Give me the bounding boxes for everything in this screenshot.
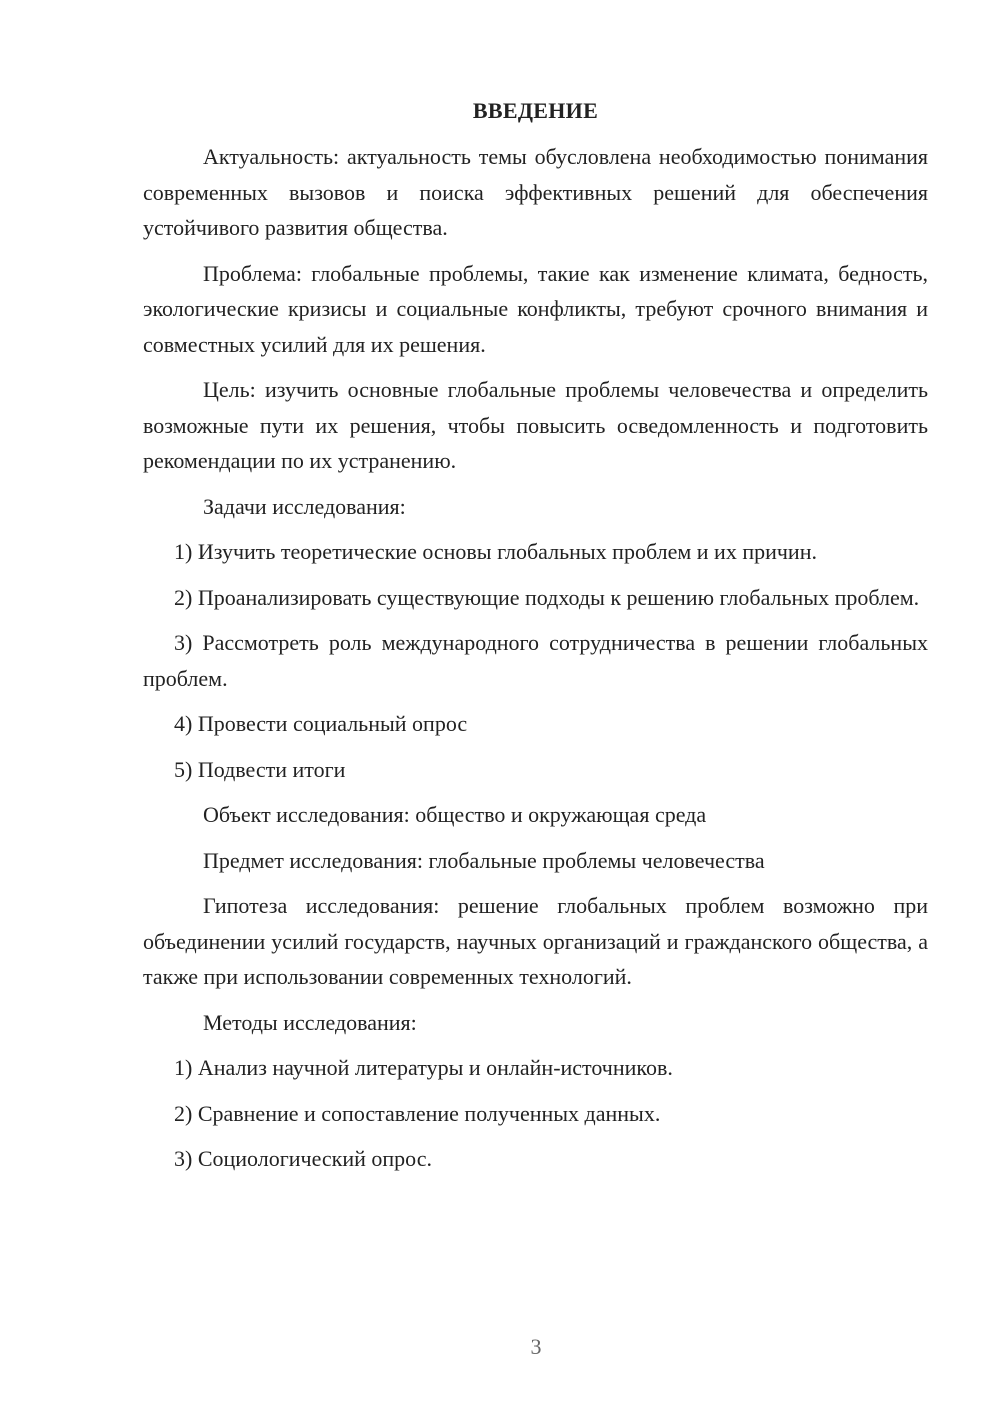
paragraph-hypothesis: Гипотеза исследования: решение глобальных проблем возможно при объединении усилий государств, научных организаций и гражданского общества, а также при использовании современных технологий. — [143, 893, 928, 989]
paragraph-problem: Проблема: глобальные проблемы, такие как изменение климата, бедность, экологические кризисы и социальные конфликты, требуют срочного внимания и совместных усилий для их решения. — [143, 260, 928, 357]
paragraph-methods-heading: Методы исследования: — [203, 1009, 417, 1035]
list-item: 2) Проанализировать существующие подходы к решению глобальных проблем. — [174, 584, 920, 610]
paragraph-goal: Цель: изучить основные глобальные проблемы человечества и определить возможные пути их решения, чтобы повысить осведомленность и подготовить рекомендации по их устранению. — [143, 377, 928, 473]
paragraph-subject: Предмет исследования: глобальные проблемы человечества — [203, 847, 765, 873]
page-title: ВВЕДЕНИЕ — [472, 98, 599, 123]
paragraph-tasks-heading: Задачи исследования: — [203, 493, 406, 519]
list-item: 5) Подвести итоги — [174, 756, 346, 782]
list-item: 1) Изучить теоретические основы глобальных проблем и их причин. — [174, 539, 817, 564]
list-item: 1) Анализ научной литературы и онлайн-источников. — [174, 1055, 673, 1080]
list-item: 2) Сравнение и сопоставление полученных данных. — [174, 1100, 661, 1126]
document-page — [143, 96, 928, 1187]
page-number: 3 — [530, 1334, 542, 1359]
list-item: 3) Социологический опрос. — [174, 1146, 432, 1171]
list-item: 4) Провести социальный опрос — [174, 711, 468, 736]
list-item: 3) Рассмотреть роль международного сотрудничества в решении глобальных проблем. — [143, 630, 928, 691]
paragraph-relevance: Актуальность: актуальность темы обусловлена необходимостью понимания современных вызовов и поиска эффективных решений для обеспечения устойчивого развития общества. — [143, 144, 928, 240]
paragraph-object: Объект исследования: общество и окружающая среда — [203, 802, 707, 827]
